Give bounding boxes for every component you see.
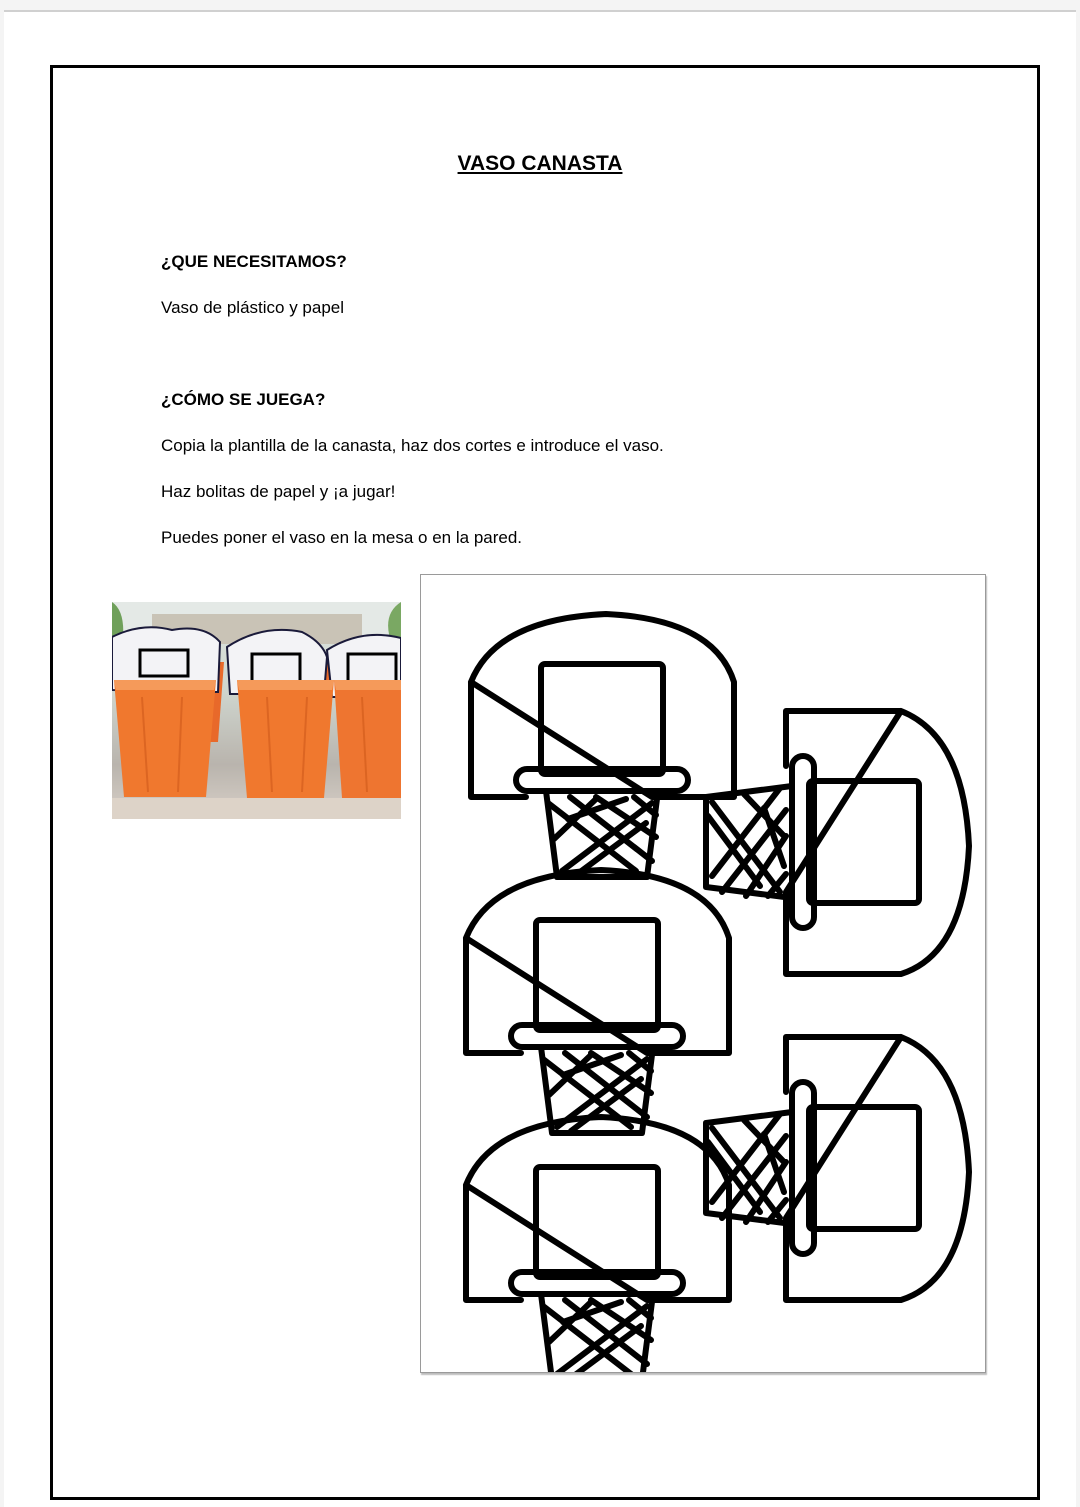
- instruction-line: Haz bolitas de papel y ¡a jugar!: [161, 482, 396, 501]
- materials-text: Vaso de plástico y papel: [161, 298, 345, 317]
- hoop-upright-1: [471, 614, 734, 877]
- hoop-upright-2: [466, 870, 729, 1133]
- instruction-line: Puedes poner el vaso en la mesa o en la pared.: [161, 528, 523, 547]
- document-page: [4, 10, 1076, 1507]
- instruction-line: Copia la plantilla de la canasta, haz dos cortes e introduce el vaso.: [161, 436, 664, 455]
- hoop-upright-3: [466, 1117, 729, 1372]
- section-heading-materials: ¿QUE NECESITAMOS?: [161, 252, 347, 271]
- hoop-sideways-1: [706, 711, 969, 974]
- section-heading-how-to-play: ¿CÓMO SE JUEGA?: [161, 390, 326, 409]
- cup-hoops-photo: [112, 602, 401, 819]
- page-title: VASO CANASTA: [457, 152, 623, 175]
- hoop-template: [420, 574, 986, 1373]
- hoop-sideways-2: [706, 1037, 969, 1300]
